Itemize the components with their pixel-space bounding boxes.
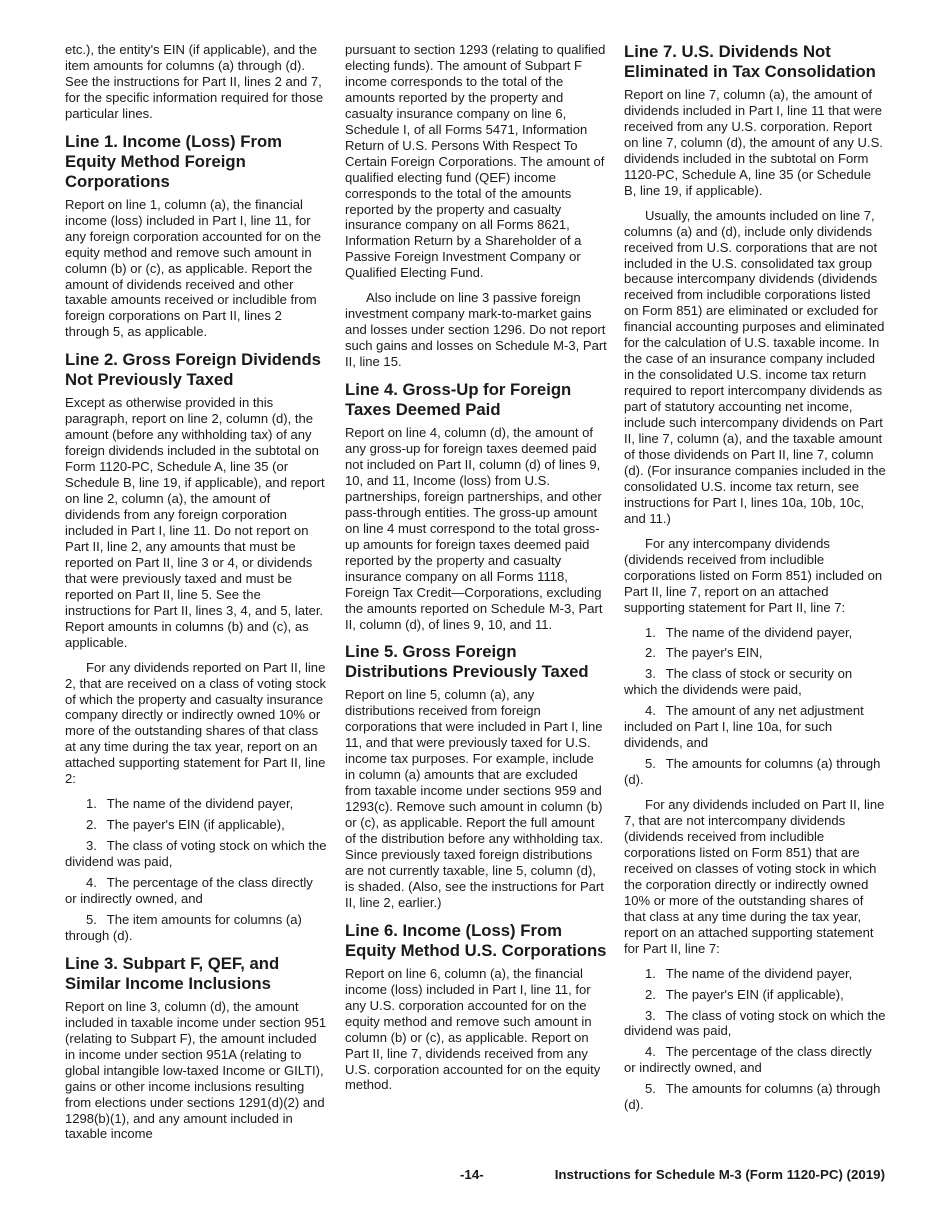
list-item: 4. The percentage of the class directly or indirectly owned, and bbox=[65, 875, 313, 906]
list-item: 5. The amounts for columns (a) through (d). bbox=[624, 1081, 881, 1113]
paragraph: Report on line 5, column (a), any distributions received from foreign corporations that were included in Part I, line 11, and that were previously taxed for U.S. income tax purposes. For example, include in column (a) amounts that are excluded from taxable income under sections 959 and 1293(c). Remove such amount in column (b) or (c), as applicable. Report the full amount of the distribution before any withholding tax. Since previously taxed foreign distributions are not currently taxable, line 5, column (d), is shaded. (Also, see the instructions for Part II, line 2, earlier.) bbox=[345, 687, 604, 910]
paragraph: etc.), the entity's EIN (if applicable), and the item amounts for columns (a) through (d). See the instructions for Part II, lines 2 and 7, for the specific information required for those particular lines. bbox=[65, 42, 324, 121]
column-right bbox=[624, 42, 886, 1122]
list-item: 4. The amount of any net adjustment included on Part I, line 10a, for such dividends, and bbox=[624, 703, 864, 751]
paragraph: For any dividends included on Part II, line 7, that are not intercompany dividends (dividends received from includible corporations listed on Form 851) that are received on classes of voting stock in which the corporation directly or indirectly owned 10% or more of the outstanding shares of that class at any time during the tax year, report on an attached supporting statement for Part II, line 7: bbox=[624, 797, 885, 956]
section-heading-line-7: Line 7. U.S. Dividends Not Eliminated in Tax Consolidation bbox=[624, 42, 876, 81]
list-item: 3. The class of voting stock on which the dividend was paid, bbox=[65, 838, 327, 870]
list-item: 5. The amounts for columns (a) through (d). bbox=[624, 756, 881, 788]
section-heading-line-6: Line 6. Income (Loss) From Equity Method U.S. Corporations bbox=[345, 920, 607, 960]
paragraph: Report on line 1, column (a), the financial income (loss) included in Part I, line 11, for any foreign corporation accounted for on the equity method and remove such amount in column (b) or (c), as applicable. Report the amount of dividends received and other taxable amounts received or includible from foreign corporations on Part II, lines 2 through 5, as applicable. bbox=[65, 196, 322, 340]
list-item: 1. The name of the dividend payer, bbox=[645, 965, 853, 981]
list-item: 3. The class of voting stock on which the dividend was paid, bbox=[624, 1007, 886, 1039]
list-item: 4. The percentage of the class directly or indirectly owned, and bbox=[624, 1044, 872, 1076]
list-item: 1. The name of the dividend payer, bbox=[645, 624, 853, 640]
column-left bbox=[65, 42, 327, 1151]
paragraph: Usually, the amounts included on line 7, columns (a) and (d), include only dividends received from U.S. corporations that are not included in the U.S. consolidated tax group because intercompany dividends (dividends received from includible corporations listed on Form 851) are eliminated or excluded for financial accounting purposes and eliminated for the calculation of U.S. taxable income. In the case of an insurance company included in the consolidated U.S. income tax return required to report intercompany dividends as part of statutory accounting net income, include such intercompany dividends on Part II, line 7, column (a), and the taxable amount of those dividends on Part II, line 7, column (d). (For insurance companies included in the consolidated U.S. income tax return, see instructions for Part I, lines 10a, 10b, 10c, and 11.) bbox=[624, 207, 886, 526]
section-heading-line-5: Line 5. Gross Foreign Distributions Previously Taxed bbox=[345, 642, 589, 682]
numbered-list bbox=[624, 625, 886, 789]
list-item: 1. The name of the dividend payer, bbox=[86, 796, 294, 812]
paragraph: Also include on line 3 passive foreign investment company mark-to-market gains and losses under section 1296. Do not report such gains and losses on Schedule M-3, Part II, line 15. bbox=[345, 290, 607, 370]
paragraph: Report on line 7, column (a), the amount of dividends included in Part I, line 11 that were received from any U.S. corporation. Report on line 7, column (d), the amount of any U.S. dividends included in the subtotal on Form 1120-PC, Schedule A, line 35 (or Schedule B, line 19, if applicable). bbox=[624, 87, 883, 198]
section-heading-line-1: Line 1. Income (Loss) From Equity Method Foreign Corporations bbox=[65, 131, 282, 191]
list-item: 5. The item amounts for columns (a) through (d). bbox=[65, 911, 302, 943]
numbered-list bbox=[65, 796, 327, 944]
page-number: -14- bbox=[460, 1167, 484, 1182]
paragraph: Except as otherwise provided in this paragraph, report on line 2, column (d), the amount (before any withholding tax) of any foreign dividends included in the subtotal on Form 1120-PC, Schedule A, line 35 (or Schedule B, line 19, if applicable), and report on line 2, column (a), the amount of dividends from any foreign corporation included in Part I, line 11. Do not report on Part II, line 2, any amounts that must be reported on Part II, line 3 or 4, or dividends that were previously taxed and must be reported on Part II, line 5. See the instructions for Part II, lines 3, 4, and 5, later. Report amounts in columns (b) and (c), as applicable. bbox=[65, 395, 325, 650]
list-item: 2. The payer's EIN (if applicable), bbox=[86, 817, 285, 833]
document-title: Instructions for Schedule M-3 (Form 1120-PC) (2019) bbox=[554, 1167, 885, 1182]
paragraph: Report on line 6, column (a), the financial income (loss) included in Part I, line 11, for any U.S. corporation accounted for on the equity method and remove such amount in column (b) or (c), as applicable. Report on Part II, line 7, dividends received from any U.S. corporation accounted for on the equity method. bbox=[345, 965, 601, 1093]
section-heading-line-4: Line 4. Gross-Up for Foreign Taxes Deemed Paid bbox=[345, 380, 572, 420]
page-footer bbox=[0, 1167, 950, 1187]
list-item: 2. The payer's EIN, bbox=[645, 645, 763, 661]
paragraph: For any dividends reported on Part II, line 2, that are received on a class of voting stock of which the property and casualty insurance company directly or indirectly owned 10% or more of the outstanding shares of that class at any time during the tax year, report on an attached supporting statement for Part II, line 2: bbox=[65, 659, 327, 787]
section-heading-line-3: Line 3. Subpart F, QEF, and Similar Income Inclusions bbox=[65, 953, 280, 993]
list-item: 2. The payer's EIN (if applicable), bbox=[645, 986, 844, 1002]
numbered-list bbox=[624, 966, 886, 1114]
paragraph: For any intercompany dividends (dividends received from includible corporations listed on Form 851) included on Part II, line 7, report on an attached supporting statement for Part II, line 7: bbox=[624, 535, 883, 615]
column-middle bbox=[345, 42, 607, 1102]
paragraph: Report on line 3, column (d), the amount included in taxable income under section 951 (relating to Subpart F), the amount included in income under section 951A (relating to global intangible low-taxed Income or GILTI), gains or other income inclusions resulting from elections under sections 1291(d)(2) and 1298(b)(1), and any amount included in taxable income bbox=[65, 998, 327, 1142]
paragraph: pursuant to section 1293 (relating to qualified electing funds). The amount of Subpart F income corresponds to the total of the amounts reported by the property and casualty insurance company on line 6, Schedule I, of all Forms 5471, Information Return of U.S. Persons With Respect To Certain Foreign Corporations. The amount of qualified electing fund (QEF) income corresponds to the total of the amounts reported by the property and casualty insurance company on all Forms 8621, Information Return by a Shareholder of a Passive Foreign Investment Company or Qualified Electing Fund. bbox=[345, 42, 606, 281]
paragraph: Report on line 4, column (d), the amount of any gross-up for foreign taxes deemed paid not included on Part II, column (d) of lines 9, 10, and 11, Income (loss) from U.S. partnerships, foreign partnerships, and other pass-through entities. The gross-up amount on line 4 must correspond to the total gross-up amounts for foreign taxes deemed paid reported by the property and casualty insurance company on all Forms 1118, Foreign Tax Credit—Corporations, excluding the amounts reported on Schedule M-3, Part II, column (d), of lines 9, 10, and 11. bbox=[345, 425, 603, 632]
list-item: 3. The class of stock or security on which the dividends were paid, bbox=[624, 666, 853, 698]
section-heading-line-2: Line 2. Gross Foreign Dividends Not Previously Taxed bbox=[65, 350, 321, 390]
